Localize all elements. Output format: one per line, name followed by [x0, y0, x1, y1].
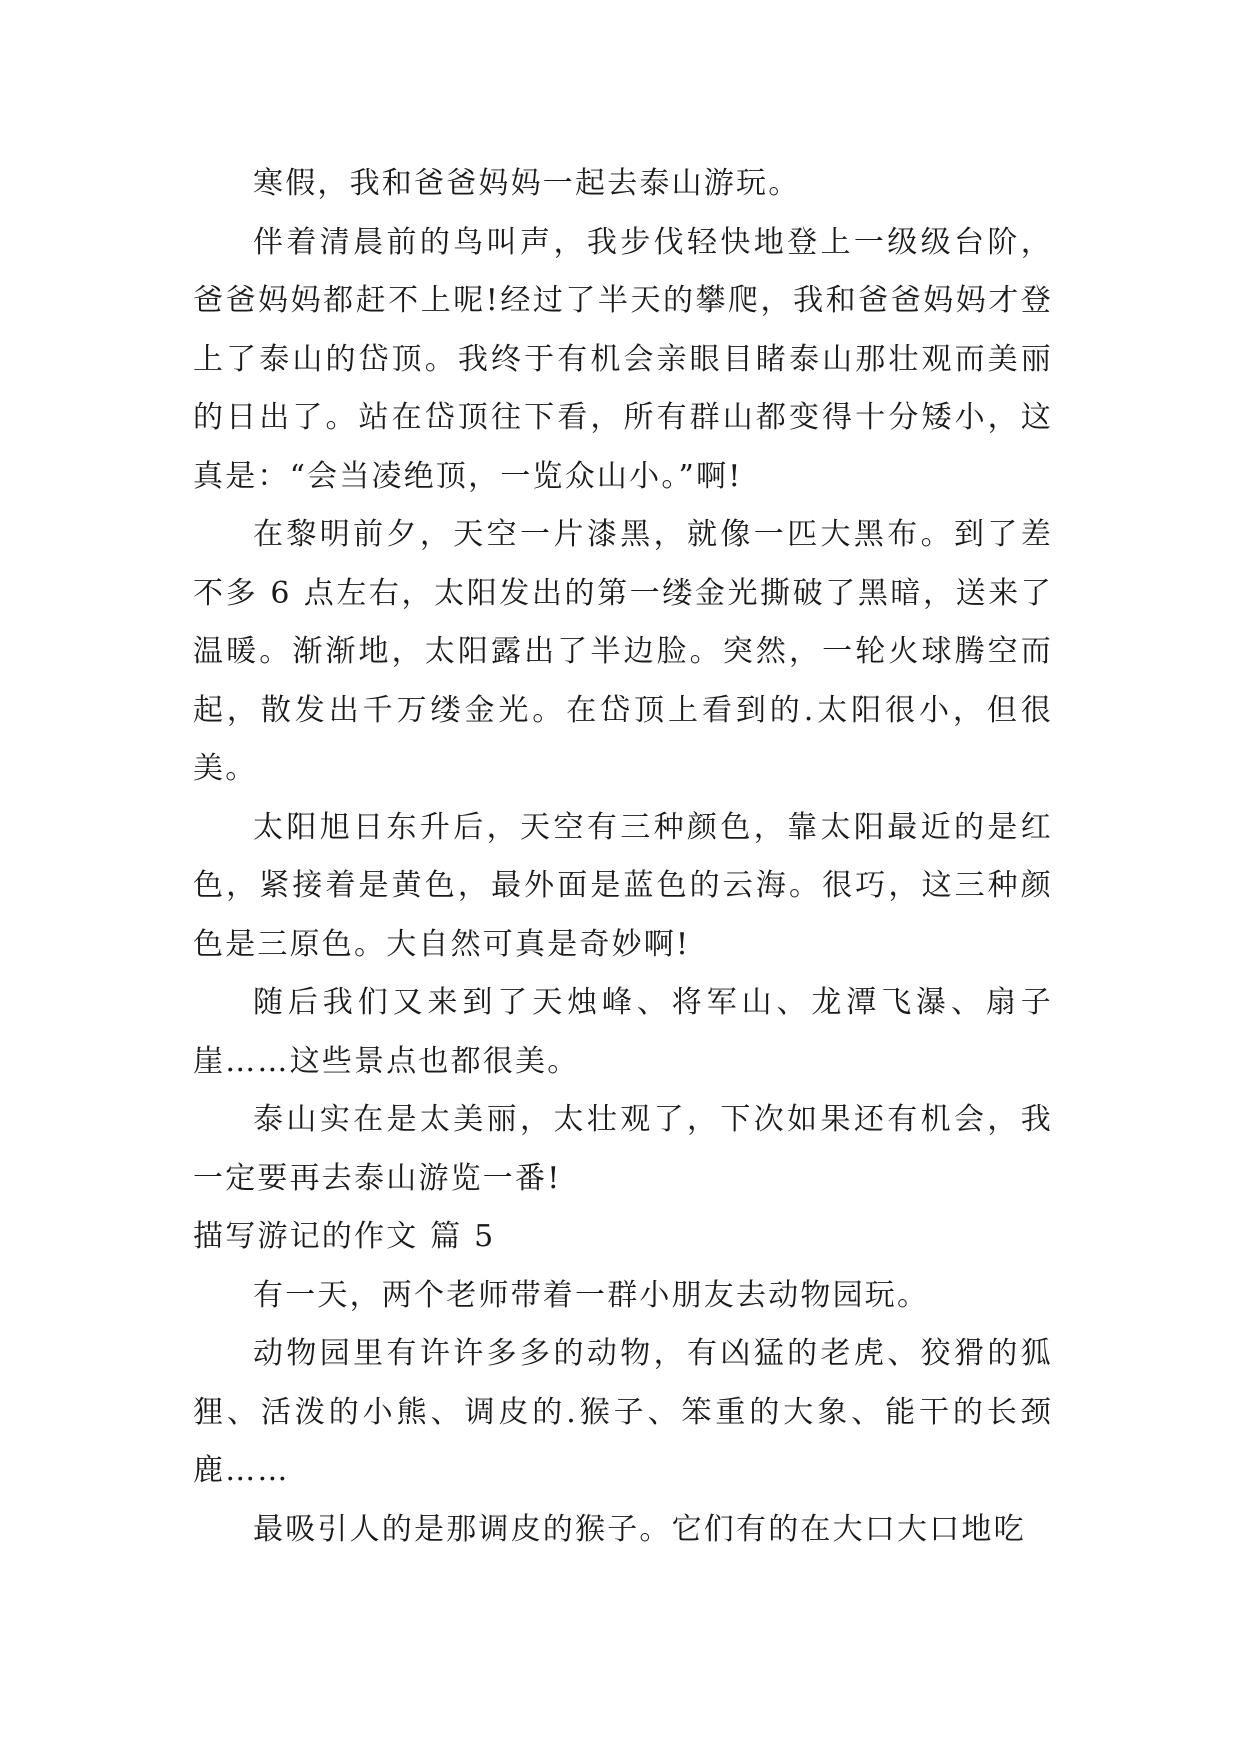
paragraph: 太阳旭日东升后，天空有三种颜色，靠太阳最近的是红色，紧接着是黄色，最外面是蓝色的云海。很巧，这三种颜色是三原色。大自然可真是奇妙啊! [193, 809, 1053, 962]
paragraph: 寒假，我和爸爸妈妈一起去泰山游玩。 [253, 166, 801, 201]
paragraph: 伴着清晨前的鸟叫声，我步伐轻快地登上一级级台阶，爸爸妈妈都赶不上呢!经过了半天的攀爬，我和爸爸妈妈才登上了泰山的岱顶。我终于有机会亲眼目睹泰山那壮观而美丽的日出了。站在岱顶往下看，所有群山都变得十分矮小，这真是：“会当凌绝顶，一览众山小。”啊! [193, 224, 1053, 494]
section-heading: 描写游记的作文 篇 5 [193, 1219, 496, 1254]
paragraph: 动物园里有许许多多的动物，有凶猛的老虎、狡猾的狐狸、活泼的小熊、调皮的.猴子、笨重的大象、能干的长颈鹿…… [193, 1336, 1053, 1488]
paragraph: 最吸引人的是那调皮的猴子。它们有的在大口大口地吃 [253, 1511, 1026, 1547]
paragraph: 泰山实在是太美丽，太壮观了，下次如果还有机会，我一定要再去泰山游览一番! [193, 1102, 1053, 1196]
document-body [193, 155, 1053, 1559]
paragraph: 随后我们又来到了天烛峰、将军山、龙潭飞瀑、扇子崖……这些景点也都很美。 [193, 985, 1053, 1079]
paragraph: 在黎明前夕，天空一片漆黑，就像一匹大黑布。到了差不多 6 点左右，太阳发出的第一缕金光撕破了黑暗，送来了温暖。渐渐地，太阳露出了半边脸。突然，一轮火球腾空而起，散发出千万缕金光。在岱顶上看到的.太阳很小，但很美。 [193, 517, 1053, 786]
paragraph: 有一天，两个老师带着一群小朋友去动物园玩。 [253, 1277, 930, 1313]
